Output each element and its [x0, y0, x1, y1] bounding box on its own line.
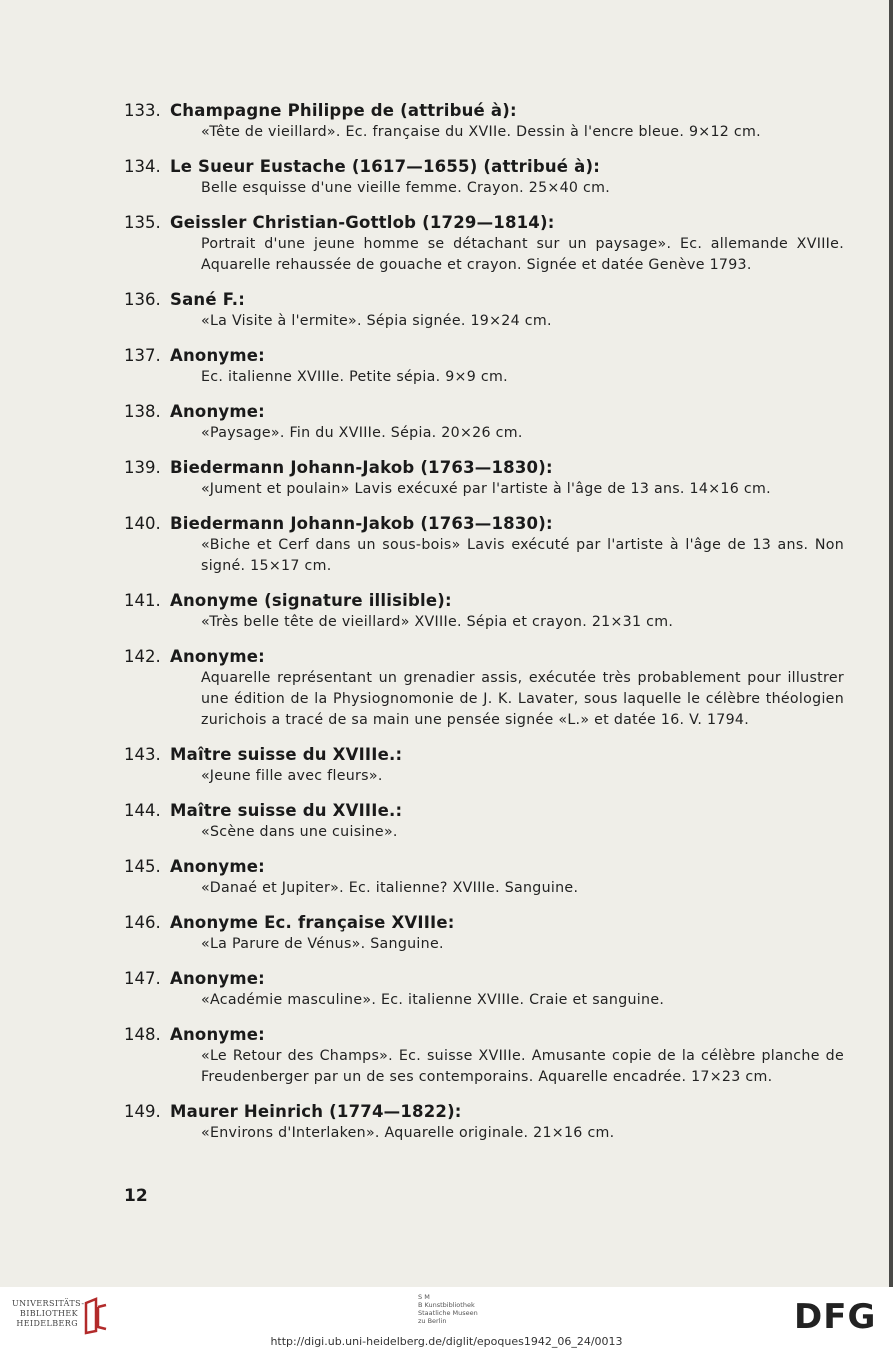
entry-description: «Académie masculine». Ec. italienne XVIIIe. Craie et sanguine. — [201, 992, 665, 1008]
entry-heading — [124, 289, 844, 311]
entry-number: 139. — [124, 458, 161, 477]
catalogue-entry — [124, 744, 844, 787]
catalogue-entry — [124, 912, 844, 955]
catalogue-entry — [124, 856, 844, 899]
entry-number: 147. — [124, 969, 161, 988]
entry-number: 144. — [124, 801, 161, 820]
catalogue-entry — [124, 212, 844, 276]
entry-title: Anonyme: — [170, 969, 265, 988]
entry-heading — [124, 968, 844, 990]
entry-description: «Très belle tête de vieillard» XVIIIe. Sépia et crayon. 21×31 cm. — [201, 614, 674, 630]
entry-heading — [124, 912, 844, 934]
entry-title: Anonyme (signature illisible): — [170, 591, 452, 610]
entry-description: «Paysage». Fin du XVIIIe. Sépia. 20×26 cm. — [201, 425, 523, 441]
catalogue-entry — [124, 289, 844, 332]
catalogue-entry — [124, 401, 844, 444]
entry-number: 138. — [124, 402, 161, 421]
entry-title: Le Sueur Eustache (1617—1655) (attribué à): — [170, 157, 601, 176]
entry-title: Anonyme Ec. française XVIIIe: — [170, 913, 455, 932]
entry-description: «Environs d'Interlaken». Aquarelle originale. 21×16 cm. — [201, 1125, 615, 1141]
entry-title: Biedermann Johann-Jakob (1763—1830): — [170, 514, 553, 533]
entry-title: Anonyme: — [170, 647, 265, 666]
catalogue-entry — [124, 513, 844, 577]
entry-title: Biedermann Johann-Jakob (1763—1830): — [170, 458, 553, 477]
catalogue-entry — [124, 345, 844, 388]
entry-description: Portrait d'une jeune homme se détachant sur un paysage». Ec. allemande XVIIIe. Aquarelle rehaussée de gouache et crayon. Signée et datée Genève 1793. — [201, 236, 844, 273]
entry-title: Sané F.: — [170, 290, 246, 309]
entry-number: 136. — [124, 290, 161, 309]
entry-heading — [124, 856, 844, 878]
viewer-footer — [0, 1287, 893, 1351]
dfg-logo[interactable]: DFG — [794, 1297, 877, 1337]
entry-heading — [124, 100, 844, 122]
entry-heading — [124, 1101, 844, 1123]
entry-description: Belle esquisse d'une vieille femme. Crayon. 25×40 cm. — [201, 180, 611, 196]
entry-heading — [124, 800, 844, 822]
entry-title: Champagne Philippe de (attribué à): — [170, 101, 517, 120]
entry-title: Anonyme: — [170, 1025, 265, 1044]
catalogue-entry — [124, 968, 844, 1011]
catalogue-entries — [124, 100, 844, 1157]
entry-title: Anonyme: — [170, 857, 265, 876]
entry-number: 142. — [124, 647, 161, 666]
entry-description: «La Parure de Vénus». Sanguine. — [201, 936, 444, 952]
entry-heading — [124, 401, 844, 423]
entry-description: «Le Retour des Champs». Ec. suisse XVIIIe. Amusante copie de la célèbre planche de Freudenberger par un de ses contemporains. Aquarelle encadrée. 17×23 cm. — [201, 1048, 844, 1085]
entry-description: «Jeune fille avec fleurs». — [201, 768, 383, 784]
entry-heading — [124, 646, 844, 668]
entry-heading — [124, 1024, 844, 1046]
catalogue-entry — [124, 800, 844, 843]
entry-description: Ec. italienne XVIIIe. Petite sépia. 9×9 cm. — [201, 369, 508, 385]
entry-heading — [124, 513, 844, 535]
entry-title: Anonyme: — [170, 402, 265, 421]
entry-number: 135. — [124, 213, 161, 232]
entry-number: 148. — [124, 1025, 161, 1044]
entry-description: «Scène dans une cuisine». — [201, 824, 398, 840]
permalink-url[interactable]: http://digi.ub.uni-heidelberg.de/diglit/epoques1942_06_24/0013 — [270, 1335, 623, 1348]
entry-number: 141. — [124, 591, 161, 610]
entry-description: «Biche et Cerf dans un sous-bois» Lavis exécuté par l'artiste à l'âge de 13 ans. Non signé. 15×17 cm. — [201, 537, 844, 574]
catalogue-entry — [124, 156, 844, 199]
university-library-name: UNIVERSITÄTS- BIBLIOTHEK HEIDELBERG — [12, 1299, 85, 1328]
catalogue-entry — [124, 100, 844, 143]
entry-description: Aquarelle représentant un grenadier assis, exécutée très probablement pour illustrer une édition de la Physiognomonie de J. K. Lavater, sous laquelle le célèbre théologien zurichois a tracé de sa main une pensée signée «L.» et datée 16. V. 1794. — [201, 670, 844, 728]
entry-description: «Danaé et Jupiter». Ec. italienne? XVIIIe. Sanguine. — [201, 880, 579, 896]
entry-title: Anonyme: — [170, 346, 265, 365]
entry-number: 149. — [124, 1102, 161, 1121]
catalogue-entry — [124, 646, 844, 731]
catalogue-entry — [124, 1101, 844, 1144]
entry-number: 145. — [124, 857, 161, 876]
catalogue-entry — [124, 1024, 844, 1088]
university-emblem-icon — [82, 1297, 110, 1335]
entry-number: 137. — [124, 346, 161, 365]
entry-description: «Jument et poulain» Lavis exécuxé par l'artiste à l'âge de 13 ans. 14×16 cm. — [201, 481, 771, 497]
university-library-logo[interactable] — [12, 1295, 112, 1335]
catalogue-entry — [124, 457, 844, 500]
entry-number: 134. — [124, 157, 161, 176]
entry-description: «La Visite à l'ermite». Sépia signée. 19×24 cm. — [201, 313, 552, 329]
entry-title: Maître suisse du XVIIIe.: — [170, 745, 403, 764]
entry-description: «Tête de vieillard». Ec. française du XVIIe. Dessin à l'encre bleue. 9×12 cm. — [201, 124, 761, 140]
catalogue-entry — [124, 590, 844, 633]
page-number: 12 — [124, 1186, 148, 1206]
smb-kunstbibliothek-logo[interactable]: S M B Kunstbibliothek Staatliche Museen zu Berlin — [418, 1293, 478, 1325]
entry-title: Maurer Heinrich (1774—1822): — [170, 1102, 462, 1121]
entry-heading — [124, 345, 844, 367]
entry-title: Geissler Christian-Gottlob (1729—1814): — [170, 213, 555, 232]
entry-number: 146. — [124, 913, 161, 932]
entry-number: 140. — [124, 514, 161, 533]
entry-heading — [124, 744, 844, 766]
entry-heading — [124, 457, 844, 479]
entry-heading — [124, 156, 844, 178]
entry-heading — [124, 590, 844, 612]
entry-number: 143. — [124, 745, 161, 764]
entry-number: 133. — [124, 101, 161, 120]
entry-heading — [124, 212, 844, 234]
entry-title: Maître suisse du XVIIIe.: — [170, 801, 403, 820]
